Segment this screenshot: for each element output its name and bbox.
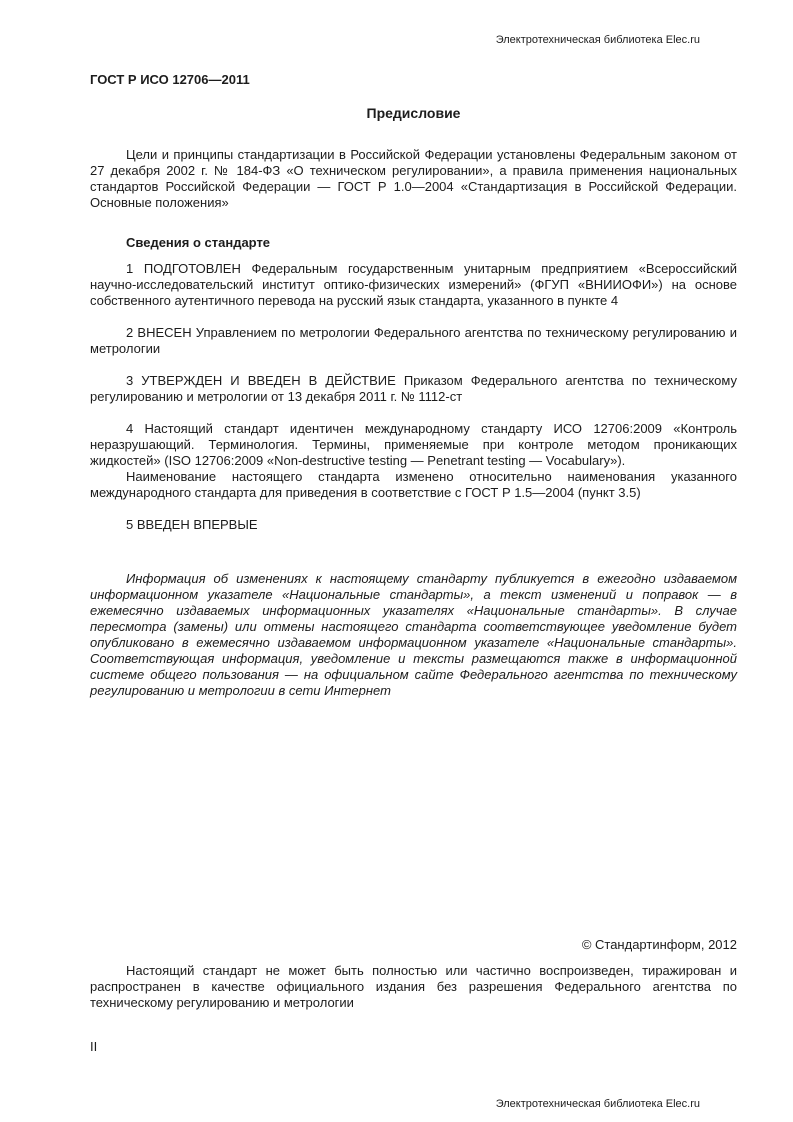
clause-1: 1 ПОДГОТОВЛЕН Федеральным государственным унитарным предприятием «Всероссийский научно-исследовательский институт оптико-физических измерений» (ФГУП «ВНИИОФИ») на основе собственного аутентичного перевода на русский язык стандарта, указанного в пункте 4 [90, 261, 737, 308]
page-title: Предисловие [366, 105, 461, 121]
library-banner-top: Электротехническая библиотека Elec.ru [495, 34, 700, 46]
intro-paragraph: Цели и принципы стандартизации в Российской Федерации установлены Федеральным законом от 27 декабря 2002 г. № 184-ФЗ «О техническом регулировании», а правила применения национальных стандартов Российской Федерации — ГОСТ Р 1.0—2004 «Стандартизация в Российской Федерации. Основные положения» [90, 147, 737, 210]
reproduction-notice: Настоящий стандарт не может быть полностью или частично воспроизведен, тиражирован и распространен в качестве официального издания без разрешения Федерального агентства по техническому регулированию и метрологии [90, 963, 737, 1010]
clause-2: 2 ВНЕСЕН Управлением по метрологии Федерального агентства по техническому регулированию и метрологии [90, 325, 737, 356]
clause-3: 3 УТВЕРЖДЕН И ВВЕДЕН В ДЕЙСТВИЕ Приказом Федерального агентства по техническому регулированию и метрологии от 13 декабря 2011 г. № 1112-ст [90, 373, 737, 404]
copyright-notice: © Стандартинформ, 2012 [581, 937, 737, 952]
info-heading: Сведения о стандарте [126, 235, 271, 250]
clause-5: 5 ВВЕДЕН ВПЕРВЫЕ [126, 517, 258, 532]
clause-4: 4 Настоящий стандарт идентичен международному стандарту ИСО 12706:2009 «Контроль неразрушающий. Терминология. Термины, применяемые при контроле методом проникающих жидкостей» (ISO 12706:2009 «Non-destructive testing — Penetrant testing — Vocabulary»). [90, 421, 737, 468]
standard-code: ГОСТ Р ИСО 12706—2011 [90, 72, 250, 87]
page-number: II [90, 1039, 98, 1054]
clause-4-note: Наименование настоящего стандарта изменено относительно наименования указанного международного стандарта для приведения в соответствие с ГОСТ Р 1.5—2004 (пункт 3.5) [90, 469, 737, 500]
changes-publication-note: Информация об изменениях к настоящему стандарту публикуется в ежегодно издаваемом информационном указателе «Национальные стандарты», а текст изменений и поправок — в ежемесячно издаваемых информационных указателях «Национальные стандарты». В случае пересмотра (замены) или отмены настоящего стандарта соответствующее уведомление будет опубликовано в ежемесячно издаваемом информационном указателе «Национальные стандарты». Соответствующая информация, уведомление и тексты размещаются также в информационной системе общего пользования — на официальном сайте Федерального агентства по техническому регулированию и метрологии в сети Интернет [90, 571, 737, 698]
library-banner-bottom: Электротехническая библиотека Elec.ru [495, 1098, 700, 1110]
page-content [90, 72, 737, 1055]
